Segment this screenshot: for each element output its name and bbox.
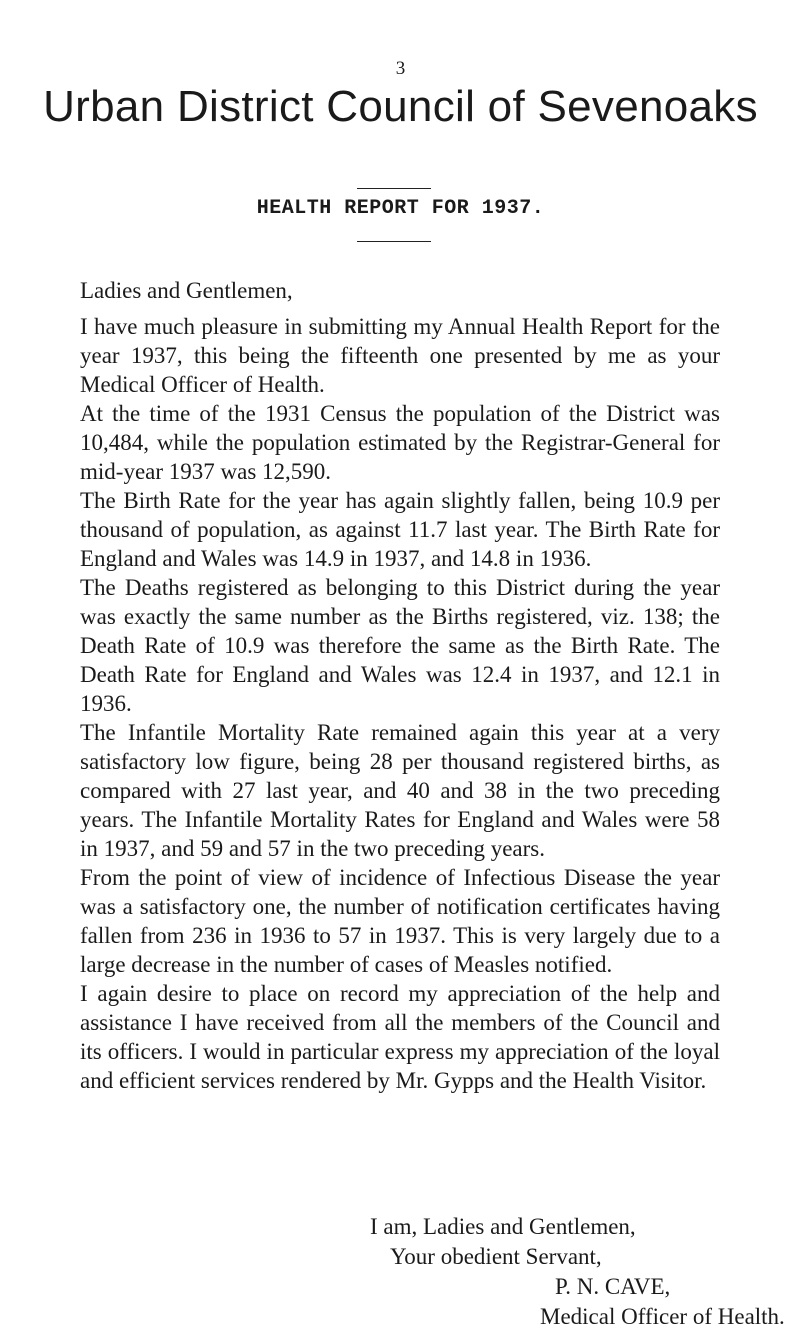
report-heading: HEALTH REPORT FOR 1937. <box>256 197 545 220</box>
page-number: 3 <box>395 58 406 79</box>
paragraph-death-rate: The Deaths registered as belonging to this District during the year was exactly the same number as the Births registered, viz. 138; the Death Rate of 10.9 was therefore the same as the Birth Rate. The Death Rate for England and Wales was 12.4 in 1937, and 12.1 in 1936. <box>80 575 720 716</box>
paragraph-population: At the time of the 1931 Census the population of the District was 10,484, while the population estimated by the Registrar-General for mid-year 1937 was 12,590. <box>80 401 720 484</box>
signatory-position: Medical Officer of Health. <box>540 1304 785 1329</box>
bottom-rule <box>357 241 431 242</box>
salutation: Ladies and Gentlemen, <box>80 278 293 303</box>
paragraph-intro: I have much pleasure in submitting my Annual Health Report for the year 1937, this being the fifteenth one presented by me as your Medical Officer of Health. <box>80 314 720 397</box>
top-rule <box>357 188 431 189</box>
paragraph-birth-rate: The Birth Rate for the year has again slightly fallen, being 10.9 per thousand of population, as against 11.7 last year. The Birth Rate for England and Wales was 14.9 in 1937, and 14.8 in 1936. <box>80 488 720 571</box>
letter-body <box>80 276 720 1095</box>
closing-line: I am, Ladies and Gentlemen, <box>370 1214 636 1239</box>
paragraph-infant-mortality: The Infantile Mortality Rate remained again this year at a very satisfactory low figure, being 28 per thousand registered births, as compared with 27 last year, and 40 and 38 in the two preceding years. The Infantile Mortality Rates for England and Wales were 58 in 1937, and 59 and 57 in the two preceding years. <box>80 720 720 861</box>
paragraph-appreciation: I again desire to place on record my appreciation of the help and assistance I have received from all the members of the Council and its officers. I would in particular express my appreciation of the loyal and efficient services rendered by Mr. Gypps and the Health Visitor. <box>80 981 720 1093</box>
council-title: Urban District Council of Sevenoaks <box>43 82 758 131</box>
valediction: Your obedient Servant, <box>390 1244 602 1269</box>
paragraph-infectious-disease: From the point of view of incidence of Infectious Disease the year was a satisfactory one, the number of notification certificates having fallen from 236 in 1936 to 57 in 1937. This is very largely due to a large decrease in the number of cases of Measles notified. <box>80 865 720 977</box>
signatory-name: P. N. CAVE, <box>555 1274 671 1299</box>
